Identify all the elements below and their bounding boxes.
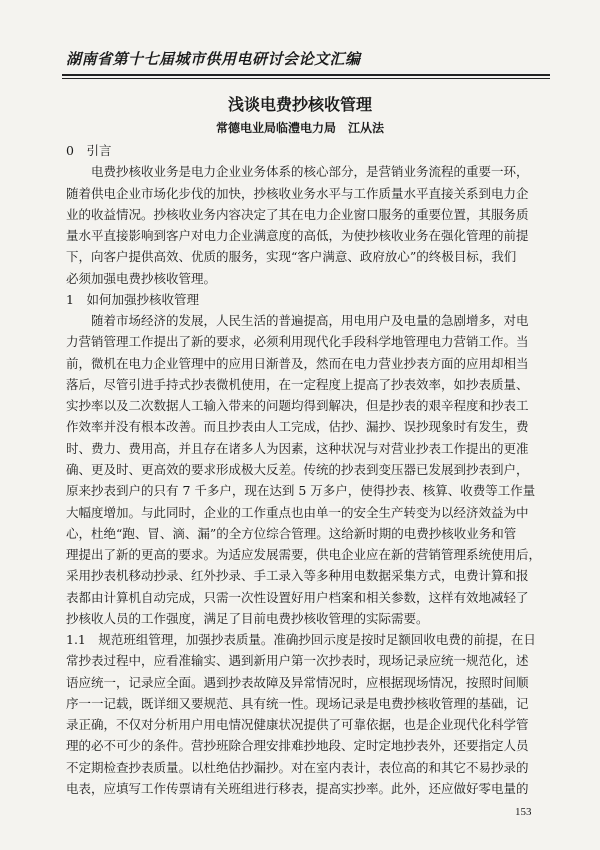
text-line: 实抄率以及二次数据人工输入带来的问题均得到解决，但是抄表的艰辛程度和抄表工	[66, 398, 529, 414]
text-line: 录正确，不仅对分析用户用电情况健康状况提供了可靠依据，也是企业现代化科学管	[66, 717, 529, 733]
section-heading: 0 引言	[66, 143, 112, 158]
header-rule-thin	[62, 78, 550, 79]
text-line: 电表，应填写工作传票请有关班组进行移表，提高实抄率。此外，还应做好零电量的	[66, 780, 529, 796]
text-line: 随着供电企业市场化步伐的加快，抄核收业务水平与工作质量水平直接关系到电力企	[66, 185, 529, 201]
text-line: 理的必不可少的条件。营抄班除合理安排难抄地段、定时定地抄表外，还要指定人员	[66, 738, 529, 754]
text-line: 理提出了新的更高的要求。为适应发展需要，供电企业应在新的营销管理系统使用后，	[66, 547, 542, 563]
text-line: 1.1 规范班组管理，加强抄表质量。准确抄回示度是按时足额回收电费的前提，在日	[66, 632, 536, 648]
text-line: 时、费力、费用高，并且存在诸多人为因素，这种状况与对营业抄表工作提出的更准	[66, 440, 529, 456]
page-number: 153	[515, 806, 532, 818]
text-line: 常抄表过程中，应看准输实、遇到新用户第一次抄表时，现场记录应统一规范化，述	[66, 653, 529, 669]
text-line: 表都由计算机自动完成，只需一次性设置好用户档案和相关参数，这样有效地减轻了	[66, 589, 529, 605]
header-rule-thick	[62, 74, 550, 76]
author-byline: 常德电业局临澧电力局 江从法	[215, 121, 384, 135]
body-text	[66, 140, 546, 799]
text-line: 量水平直接影响到客户对电力企业满意度的高低，为使抄核收业务在强化管理的前提	[66, 228, 529, 244]
text-line: 原来抄表到户的只有 7 千多户，现在达到 5 万多户，使得抄表、核算、收费等工作量	[66, 483, 536, 499]
text-line: 大幅度增加。与此同时，企业的工作重点也由单一的安全生产转变为以经济效益为中	[66, 504, 529, 520]
text-line: 作效率并没有根本改善。而且抄表由人工完成，估抄、漏抄、误抄现象时有发生，费	[66, 419, 529, 435]
text-line: 确、更及时、更高效的要求形成极大反差。传统的抄表到变压器已发展到抄表到户，	[66, 461, 529, 477]
text-line: 业的收益情况。抄核收业务内容决定了其在电力企业窗口服务的重要位置，其服务质	[66, 206, 529, 222]
text-line: 序一一记载，既详细又要规范、具有统一性。现场记录是电费抄核收管理的基础，记	[66, 695, 529, 711]
running-head: 湖南省第十七届城市供用电研讨会论文汇编	[66, 50, 361, 68]
text-line: 心，杜绝“跑、冒、滴、漏”的全方位综合管理。这给新时期的电费抄核收业务和管	[66, 525, 517, 541]
text-line: 前，微机在电力企业管理中的应用日渐普及，然而在电力营业抄表方面的应用却相当	[66, 355, 529, 371]
text-line: 语应统一，记录应全面。遇到抄表故障及异常情况时，应根据现场情况，按照时间顺	[66, 674, 529, 690]
section-heading: 1 如何加强抄核收管理	[66, 291, 199, 307]
text-line: 必须加强电费抄核收管理。	[66, 270, 217, 286]
text-line: 抄核收人员的工作强度，满足了目前电费抄核收管理的实际需要。	[66, 610, 429, 626]
text-line: 力营销管理工作提出了新的要求，必须利用现代化手段科学地管理电力营销工作。当	[66, 334, 529, 350]
text-line: 随着市场经济的发展，人民生活的普遍提高，用电用户及电量的急剧增多，对电	[91, 313, 529, 329]
paper-title: 浅谈电费抄核收管理	[227, 95, 372, 114]
text-line: 落后，尽管引进手持式抄表微机使用，在一定程度上提高了抄表效率，如抄表质量、	[66, 376, 529, 392]
text-line: 采用抄表机移动抄录、红外抄录、手工录入等多种用电数据采集方式，电费计算和报	[66, 568, 529, 584]
text-line: 不定期检查抄表质量。以杜绝估抄漏抄。对在室内表计，表位高的和其它不易抄录的	[66, 759, 529, 775]
text-line: 下，向客户提供高效、优质的服务，实现“客户满意、政府放心”的终极目标，我们	[66, 249, 517, 265]
text-line: 电费抄核收业务是电力企业业务体系的核心部分，是营销业务流程的重要一环，	[91, 164, 529, 180]
